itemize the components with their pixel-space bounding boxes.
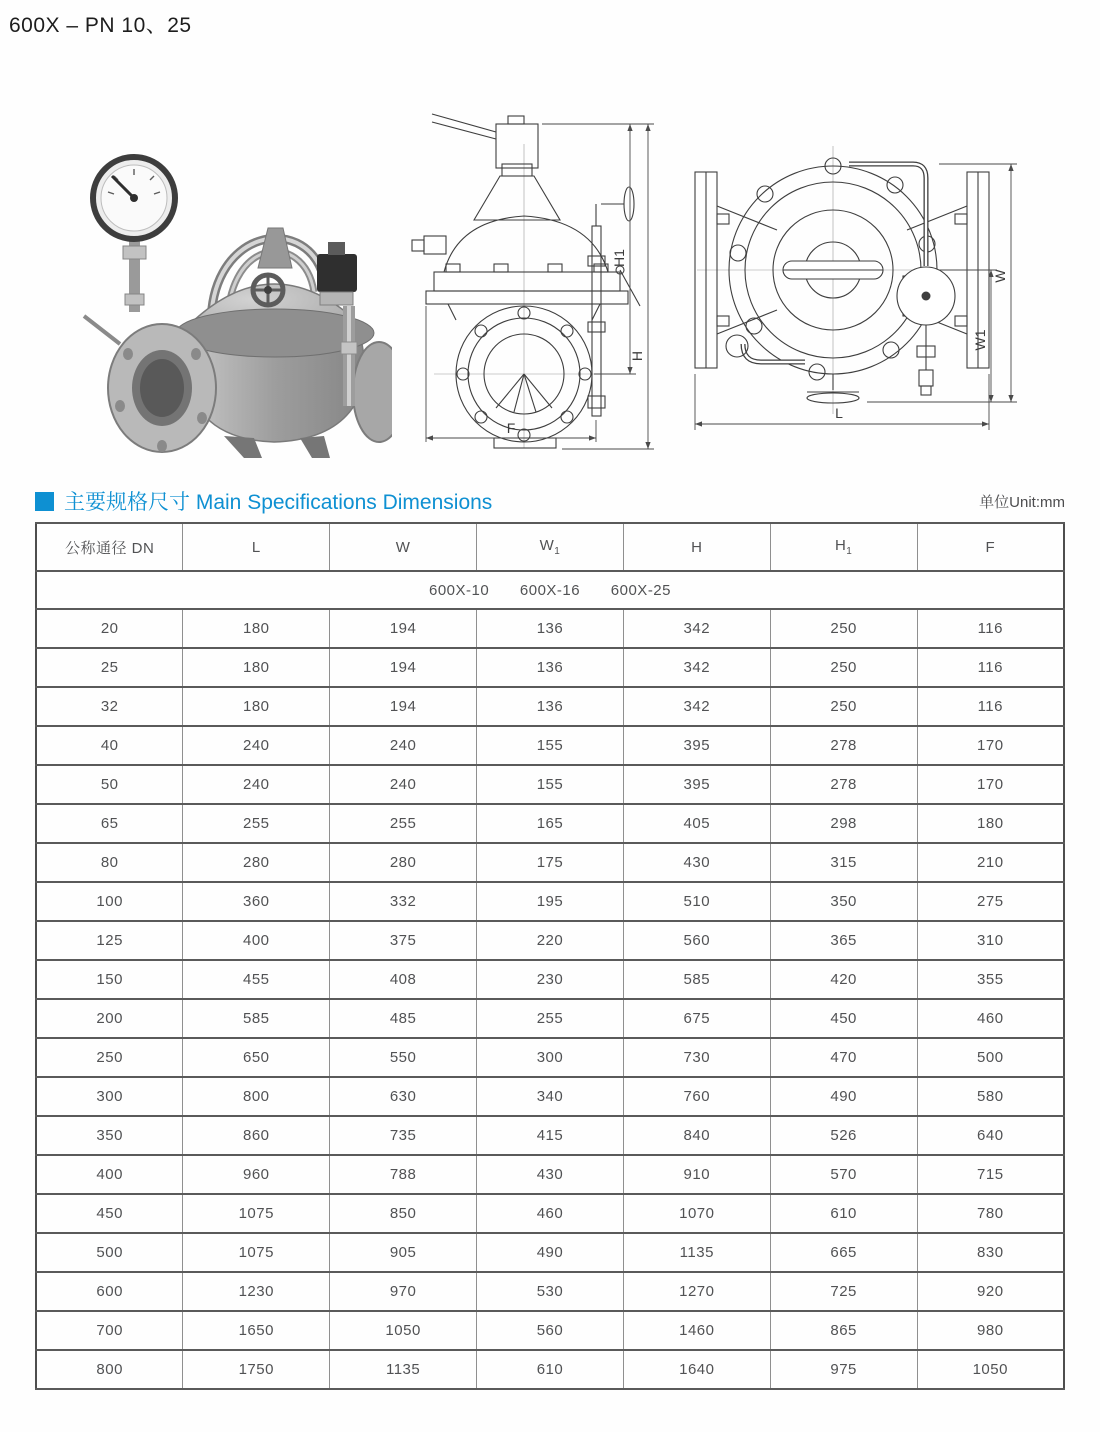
value-cell: 340 [477, 1077, 624, 1116]
value-cell: 136 [477, 648, 624, 687]
value-cell: 278 [770, 726, 917, 765]
table-row [36, 1311, 1064, 1350]
value-cell: 430 [623, 843, 770, 882]
column-header: 公称通径 DN [36, 523, 183, 571]
value-cell: 240 [183, 765, 330, 804]
value-cell: 365 [770, 921, 917, 960]
value-cell: 170 [917, 726, 1064, 765]
valve-top-view-drawing [681, 118, 1029, 444]
model-series-cell [36, 571, 1064, 609]
dn-cell: 25 [36, 648, 183, 687]
value-cell: 1075 [183, 1194, 330, 1233]
value-cell: 510 [623, 882, 770, 921]
value-cell: 550 [330, 1038, 477, 1077]
specifications-table [35, 522, 1065, 1390]
section-title-en: Main Specifications Dimensions [195, 491, 493, 514]
value-cell: 280 [183, 843, 330, 882]
value-cell: 980 [917, 1311, 1064, 1350]
value-cell: 490 [770, 1077, 917, 1116]
value-cell: 585 [183, 999, 330, 1038]
section-title-zh: 主要规格尺寸 [64, 491, 190, 514]
value-cell: 395 [623, 765, 770, 804]
value-cell: 136 [477, 609, 624, 648]
table-row [36, 882, 1064, 921]
dn-cell: 100 [36, 882, 183, 921]
value-cell: 194 [330, 648, 477, 687]
value-cell: 180 [183, 648, 330, 687]
clamp-lever [84, 316, 120, 344]
value-cell: 640 [917, 1116, 1064, 1155]
valve-front-view-drawing [396, 108, 672, 454]
dn-cell: 600 [36, 1272, 183, 1311]
value-cell: 210 [917, 843, 1064, 882]
value-cell: 1075 [183, 1233, 330, 1272]
value-cell: 1050 [917, 1350, 1064, 1389]
value-cell: 250 [770, 648, 917, 687]
value-cell: 470 [770, 1038, 917, 1077]
dn-cell: 40 [36, 726, 183, 765]
value-cell: 315 [770, 843, 917, 882]
table-row [36, 1116, 1064, 1155]
table-row [36, 765, 1064, 804]
value-cell: 255 [183, 804, 330, 843]
value-cell: 780 [917, 1194, 1064, 1233]
value-cell: 650 [183, 1038, 330, 1077]
value-cell: 240 [183, 726, 330, 765]
value-cell: 350 [770, 882, 917, 921]
model-label: 600X-16 [519, 581, 581, 599]
value-cell: 430 [477, 1155, 624, 1194]
table-row [36, 804, 1064, 843]
value-cell: 175 [477, 843, 624, 882]
model-series-row [36, 571, 1064, 609]
table-row [36, 1194, 1064, 1233]
drain-piping [341, 306, 357, 406]
value-cell: 975 [770, 1350, 917, 1389]
value-cell: 250 [770, 687, 917, 726]
dn-cell: 500 [36, 1233, 183, 1272]
table-header-row [36, 523, 1064, 571]
column-header: $W_1$ [477, 523, 624, 571]
value-cell: 610 [770, 1194, 917, 1233]
solenoid-icon [432, 114, 538, 168]
value-cell: 298 [770, 804, 917, 843]
dn-cell: 700 [36, 1311, 183, 1350]
value-cell: 195 [477, 882, 624, 921]
value-cell: 240 [330, 726, 477, 765]
dn-cell: 20 [36, 609, 183, 648]
dn-cell: 400 [36, 1155, 183, 1194]
value-cell: 530 [477, 1272, 624, 1311]
dn-cell: 80 [36, 843, 183, 882]
dn-cell: 150 [36, 960, 183, 999]
value-cell: 715 [917, 1155, 1064, 1194]
value-cell: 194 [330, 687, 477, 726]
value-cell: 665 [770, 1233, 917, 1272]
value-cell: 1135 [330, 1350, 477, 1389]
value-cell: 170 [917, 765, 1064, 804]
value-cell: 970 [330, 1272, 477, 1311]
value-cell: 760 [623, 1077, 770, 1116]
value-cell: 360 [183, 882, 330, 921]
valve-photo [62, 106, 392, 460]
dn-cell: 65 [36, 804, 183, 843]
value-cell: 310 [917, 921, 1064, 960]
value-cell: 420 [770, 960, 917, 999]
value-cell: 570 [770, 1155, 917, 1194]
inlet-flange [108, 324, 216, 452]
value-cell: 400 [183, 921, 330, 960]
value-cell: 255 [477, 999, 624, 1038]
section-marker-icon [35, 492, 54, 511]
value-cell: 180 [917, 804, 1064, 843]
value-cell: 1230 [183, 1272, 330, 1311]
value-cell: 526 [770, 1116, 917, 1155]
value-cell: 850 [330, 1194, 477, 1233]
table-row [36, 843, 1064, 882]
value-cell: 460 [917, 999, 1064, 1038]
value-cell: 905 [330, 1233, 477, 1272]
unit-label: 单位Unit:mm [979, 493, 1065, 511]
value-cell: 300 [477, 1038, 624, 1077]
value-cell: 220 [477, 921, 624, 960]
value-cell: 194 [330, 609, 477, 648]
table-row [36, 648, 1064, 687]
model-label: 600X-10 [429, 581, 490, 599]
value-cell: 1270 [623, 1272, 770, 1311]
value-cell: 735 [330, 1116, 477, 1155]
value-cell: 280 [330, 843, 477, 882]
value-cell: 250 [770, 609, 917, 648]
dim-label-h1: H1 [611, 249, 627, 267]
value-cell: 415 [477, 1116, 624, 1155]
dn-cell: 125 [36, 921, 183, 960]
bonnet-flange [426, 264, 628, 304]
value-cell: 1750 [183, 1350, 330, 1389]
dn-cell: 350 [36, 1116, 183, 1155]
dim-label-f: F [506, 420, 516, 436]
value-cell: 180 [183, 687, 330, 726]
actuator-bonnet [412, 164, 608, 272]
value-cell: 460 [477, 1194, 624, 1233]
value-cell: 1460 [623, 1311, 770, 1350]
dim-label-l: L [835, 405, 843, 421]
column-header: F [917, 523, 1064, 571]
value-cell: 1650 [183, 1311, 330, 1350]
column-header: L [183, 523, 330, 571]
value-cell: 830 [917, 1233, 1064, 1272]
value-cell: 155 [477, 765, 624, 804]
value-cell: 860 [183, 1116, 330, 1155]
value-cell: 395 [623, 726, 770, 765]
value-cell: 910 [623, 1155, 770, 1194]
value-cell: 136 [477, 687, 624, 726]
model-label: 600X-25 [610, 581, 671, 599]
value-cell: 730 [623, 1038, 770, 1077]
table-row [36, 1038, 1064, 1077]
dn-cell: 50 [36, 765, 183, 804]
value-cell: 788 [330, 1155, 477, 1194]
value-cell: 155 [477, 726, 624, 765]
value-cell: 240 [330, 765, 477, 804]
table-row [36, 1233, 1064, 1272]
section-title [64, 486, 492, 516]
value-cell: 1135 [623, 1233, 770, 1272]
value-cell: 500 [917, 1038, 1064, 1077]
value-cell: 1070 [623, 1194, 770, 1233]
value-cell: 630 [330, 1077, 477, 1116]
value-cell: 610 [477, 1350, 624, 1389]
dn-cell: 200 [36, 999, 183, 1038]
value-cell: 560 [477, 1311, 624, 1350]
table-row [36, 960, 1064, 999]
dimension-h [562, 124, 654, 449]
value-cell: 675 [623, 999, 770, 1038]
table-row [36, 999, 1064, 1038]
pilot-valve-plan [897, 267, 955, 325]
table-row [36, 1350, 1064, 1389]
value-cell: 342 [623, 648, 770, 687]
value-cell: 342 [623, 609, 770, 648]
value-cell: 920 [917, 1272, 1064, 1311]
value-cell: 375 [330, 921, 477, 960]
solenoid-coil [317, 242, 357, 305]
value-cell: 580 [917, 1077, 1064, 1116]
value-cell: 840 [623, 1116, 770, 1155]
value-cell: 800 [183, 1077, 330, 1116]
value-cell: 275 [917, 882, 1064, 921]
value-cell: 585 [623, 960, 770, 999]
value-cell: 560 [623, 921, 770, 960]
value-cell: 116 [917, 648, 1064, 687]
dim-label-h: H [629, 350, 645, 362]
section-header [35, 486, 1065, 516]
value-cell: 865 [770, 1311, 917, 1350]
value-cell: 116 [917, 609, 1064, 648]
table-row [36, 1155, 1064, 1194]
dim-label-w1: W1 [972, 329, 988, 351]
value-cell: 725 [770, 1272, 917, 1311]
dn-cell: 450 [36, 1194, 183, 1233]
table-row [36, 609, 1064, 648]
value-cell: 278 [770, 765, 917, 804]
table-row [36, 1077, 1064, 1116]
value-cell: 1050 [330, 1311, 477, 1350]
page-title: 600X – PN 10、25 [9, 14, 192, 37]
column-header: H [623, 523, 770, 571]
value-cell: 116 [917, 687, 1064, 726]
value-cell: 405 [623, 804, 770, 843]
value-cell: 165 [477, 804, 624, 843]
pressure-gauge [93, 157, 175, 312]
column-header: $H_1$ [770, 523, 917, 571]
dim-label-w: W [992, 269, 1008, 283]
pilot-handwheel [253, 275, 283, 305]
value-cell: 180 [183, 609, 330, 648]
column-header: W [330, 523, 477, 571]
value-cell: 490 [477, 1233, 624, 1272]
value-cell: 450 [770, 999, 917, 1038]
value-cell: 230 [477, 960, 624, 999]
side-piping [588, 187, 640, 416]
value-cell: 332 [330, 882, 477, 921]
value-cell: 342 [623, 687, 770, 726]
dimension-h1 [542, 124, 654, 374]
value-cell: 455 [183, 960, 330, 999]
value-cell: 960 [183, 1155, 330, 1194]
dn-cell: 250 [36, 1038, 183, 1077]
table-row [36, 687, 1064, 726]
dn-cell: 800 [36, 1350, 183, 1389]
value-cell: 408 [330, 960, 477, 999]
dn-cell: 300 [36, 1077, 183, 1116]
table-row [36, 726, 1064, 765]
table-row [36, 1272, 1064, 1311]
value-cell: 355 [917, 960, 1064, 999]
value-cell: 1640 [623, 1350, 770, 1389]
dn-cell: 32 [36, 687, 183, 726]
table-row [36, 921, 1064, 960]
value-cell: 485 [330, 999, 477, 1038]
value-cell: 255 [330, 804, 477, 843]
